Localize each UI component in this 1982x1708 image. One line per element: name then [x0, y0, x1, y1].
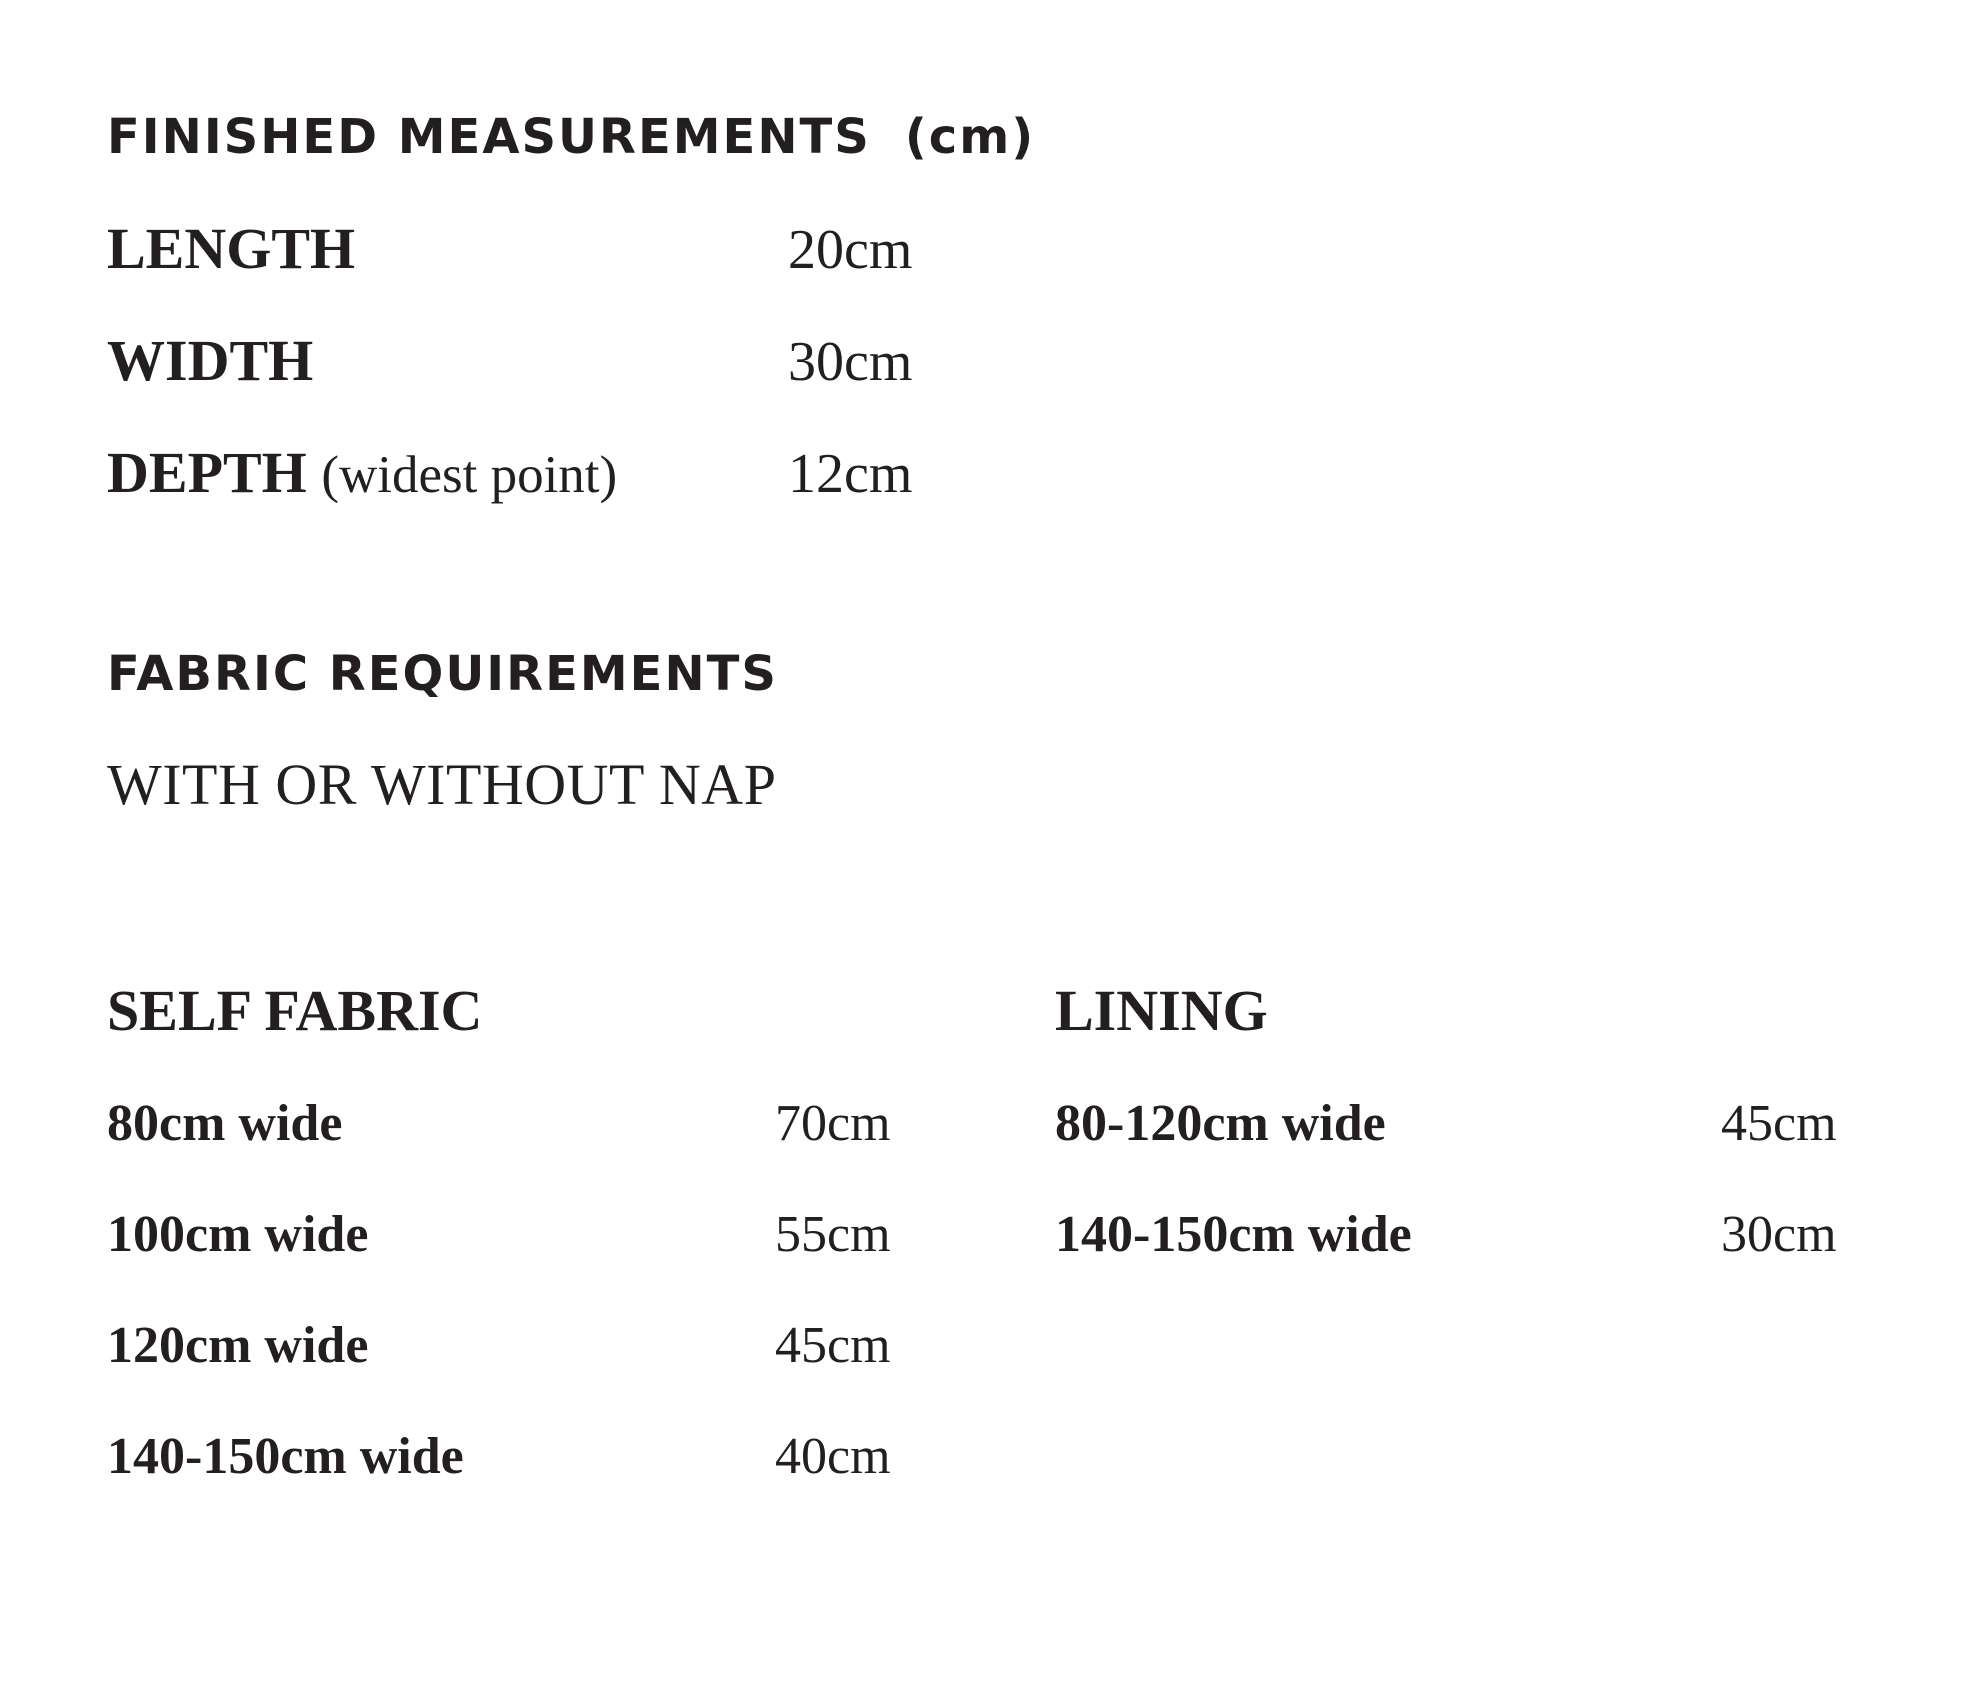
depth-value: 12cm [788, 443, 913, 505]
finished-measurements-title: FINISHED MEASUREMENTS [107, 109, 871, 165]
finished-measurements-unit: (cm) [904, 109, 1036, 165]
width-label: WIDTH [107, 328, 314, 393]
self-fabric-row-label: 140-150cm wide [107, 1428, 464, 1485]
self-fabric-heading: SELF FABRIC [107, 978, 483, 1043]
length-label: LENGTH [107, 216, 356, 281]
finished-measurements-heading [107, 109, 1036, 165]
length-value: 20cm [788, 219, 913, 281]
fabric-requirements-heading: FABRIC REQUIREMENTS [107, 646, 778, 702]
self-fabric-row-value: 55cm [775, 1206, 891, 1263]
self-fabric-row-label: 120cm wide [107, 1317, 369, 1374]
self-fabric-row-value: 40cm [775, 1428, 891, 1485]
depth-label-group [107, 440, 618, 505]
self-fabric-row-value: 45cm [775, 1317, 891, 1374]
lining-row-value: 45cm [1721, 1095, 1837, 1152]
lining-row-label: 80-120cm wide [1055, 1095, 1386, 1152]
lining-row-label: 140-150cm wide [1055, 1206, 1412, 1263]
lining-heading: LINING [1055, 978, 1268, 1043]
depth-label: DEPTH [107, 440, 307, 505]
self-fabric-row-label: 100cm wide [107, 1206, 369, 1263]
width-value: 30cm [788, 331, 913, 393]
lining-row-value: 30cm [1721, 1206, 1837, 1263]
depth-note: (widest point) [321, 446, 618, 504]
self-fabric-row-value: 70cm [775, 1095, 891, 1152]
nap-subtitle: WITH OR WITHOUT NAP [107, 752, 777, 817]
self-fabric-row-label: 80cm wide [107, 1095, 343, 1152]
